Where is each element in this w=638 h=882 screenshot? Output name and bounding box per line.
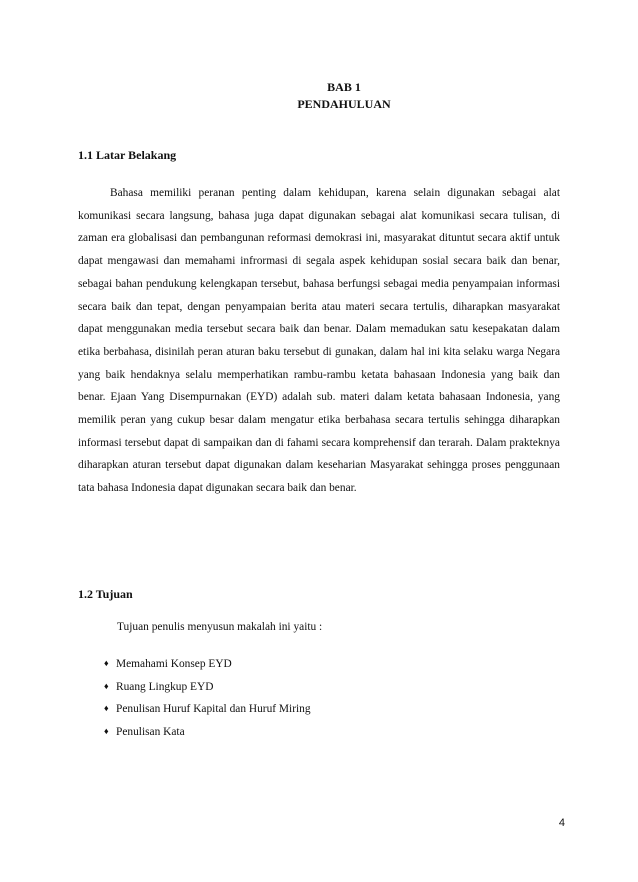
section-heading-tujuan: 1.2 Tujuan — [78, 587, 133, 601]
diamond-bullet-icon: ♦ — [104, 680, 109, 691]
list-item — [104, 678, 311, 701]
list-item — [104, 655, 311, 678]
page-number: 4 — [558, 817, 565, 829]
list-item-text: Penulisan Kata — [116, 725, 185, 738]
list-item-text: Memahami Konsep EYD — [116, 658, 232, 670]
section-heading-latar-belakang: 1.1 Latar Belakang — [78, 148, 177, 162]
chapter-title: PENDAHULUAN — [297, 97, 391, 111]
chapter-number: BAB 1 — [327, 80, 361, 94]
tujuan-intro: Tujuan penulis menyusun makalah ini yaitu : — [117, 621, 323, 633]
diamond-bullet-icon: ♦ — [104, 658, 109, 668]
tujuan-list — [104, 655, 311, 745]
diamond-bullet-icon: ♦ — [104, 725, 109, 736]
body-paragraph: Bahasa memiliki peranan penting dalam kehidupan, karena selain digunakan sebagai alat komunikasi secara langsung, bahasa juga dapat digunakan sebagai alat komunikasi secara tulisan, di zaman era globalisasi dan pembangunan reformasi demokrasi ini, masyarakat dituntut secara aktif untuk dapat mengawasi dan memahami infrormasi di segala aspek kehidupan sosial secara baik dan benar, sebagai bahan pendukung kelengkapan tersebut, bahasa berfungsi sebagai media penyampaian informasi secara baik dan tepat, dengan penyampaian berita atau materi secara tertulis, diharapkan masyarakat dapat menggunakan media tersebut secara baik dan benar. Dalam memadukan satu kesepakatan dalam etika berbahasa, disinilah peran aturan baku tersebut di gunakan, dalam hal ini kita selaku warga Negara yang baik hendaknya selalu memperhatikan rambu-rambu ketata bahasaan Indonesia yang baik dan benar. Ejaan Yang Disempurnakan (EYD) adalah sub. materi dalam ketata bahasaan Indonesia, yang memilik peran yang cukup besar dalam mengatur etika berbahasa secara tertulis sehingga diharapkan informasi tersebut dapat di sampaikan dan di fahami secara komprehensif dan terarah. Dalam prakteknya diharapkan aturan tersebut dapat digunakan dalam keseharian Masyarakat sehingga proses penggunaan tata bahasa Indonesia dapat digunakan secara baik dan benar. — [78, 187, 560, 495]
diamond-bullet-icon: ♦ — [104, 703, 109, 713]
list-item — [104, 700, 311, 723]
list-item — [104, 723, 311, 746]
list-item-text: Ruang Lingkup EYD — [116, 680, 214, 693]
list-item-text: Penulisan Huruf Kapital dan Huruf Miring — [116, 703, 311, 715]
